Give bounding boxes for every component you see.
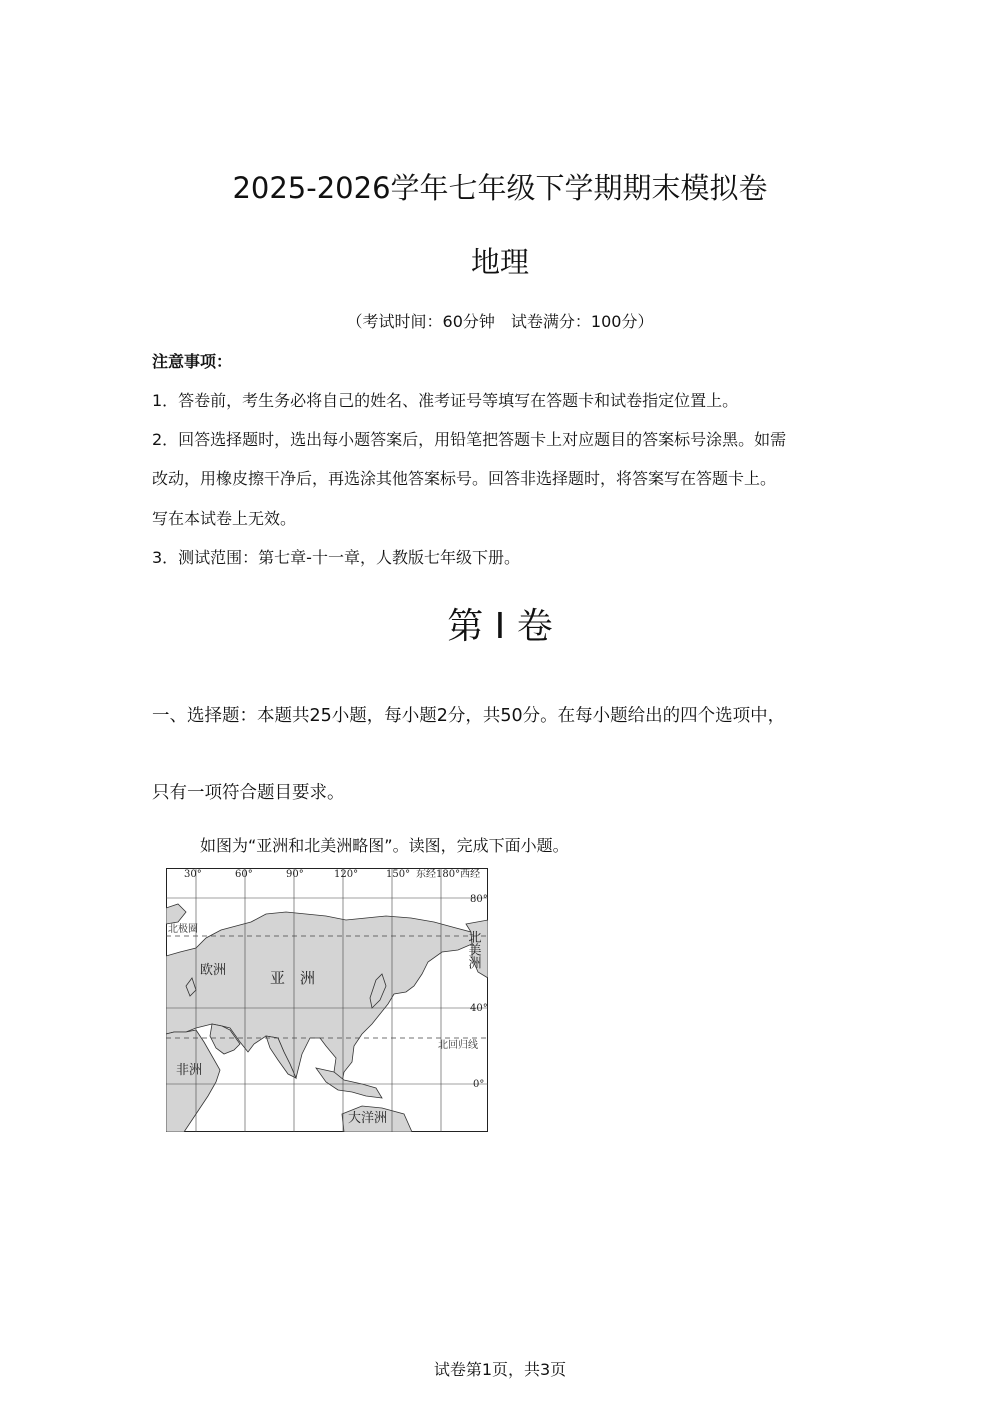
notice-line-3: 改动，用橡皮擦干净后，再选涂其他答案标号。回答非选择题时，将答案写在答题卡上。 (152, 469, 777, 488)
section-heading-line-2: 只有一项符合题目要求。 (152, 783, 345, 803)
north-america-label: 北美洲 (465, 930, 481, 969)
lon-label-150: 150° (386, 869, 411, 880)
question-intro: 如图为“亚洲和北美洲略图”。读图，完成下面小题。 (200, 836, 569, 855)
lon-label-60: 60° (235, 869, 253, 880)
notice-line-4: 写在本试卷上无效。 (152, 509, 297, 528)
asia-label: 亚 洲 (270, 969, 316, 987)
notice-line-2: 2．回答选择题时，选出每小题答案后，用铅笔把答题卡上对应题目的答案标号涂黑。如需 (152, 430, 787, 449)
lat-label-40: 40° (470, 1003, 488, 1014)
page-footer: 试卷第1页，共3页 (433, 1360, 567, 1379)
exam-info: （考试时间：60分钟 试卷满分：100分） (346, 312, 654, 331)
notice-line-1: 1．答卷前，考生务必将自己的姓名、准考证号等填写在答题卡和试卷指定位置上。 (152, 391, 739, 410)
volume-title: 第 Ⅰ 卷 (447, 606, 553, 647)
subject-title: 地理 (470, 245, 529, 279)
notice-line-5: 3．测试范围：第七章-十一章，人教版七年级下册。 (152, 548, 520, 567)
notice-heading: 注意事项： (152, 352, 233, 371)
europe-label: 欧洲 (200, 963, 227, 978)
section-heading-line-1: 一、选择题：本题共25小题，每小题2分，共50分。在每小题给出的四个选项中， (152, 706, 786, 726)
lon-label-90: 90° (286, 869, 304, 880)
tropic-of-cancer-label: 北回归线 (438, 1040, 478, 1051)
lon-label-180: 东经180°西经 (416, 869, 481, 880)
lat-label-80: 80° (470, 894, 488, 905)
asia-north-america-map (166, 868, 488, 1132)
oceania-label: 大洋洲 (348, 1111, 388, 1126)
exam-title: 2025-2026学年七年级下学期期末模拟卷 (232, 171, 768, 205)
africa-label: 非洲 (176, 1063, 203, 1078)
lon-label-120: 120° (334, 869, 359, 880)
arctic-circle-label: 北极圈 (168, 924, 198, 935)
lon-label-30: 30° (184, 869, 202, 880)
lat-label-0: 0° (473, 1079, 485, 1090)
